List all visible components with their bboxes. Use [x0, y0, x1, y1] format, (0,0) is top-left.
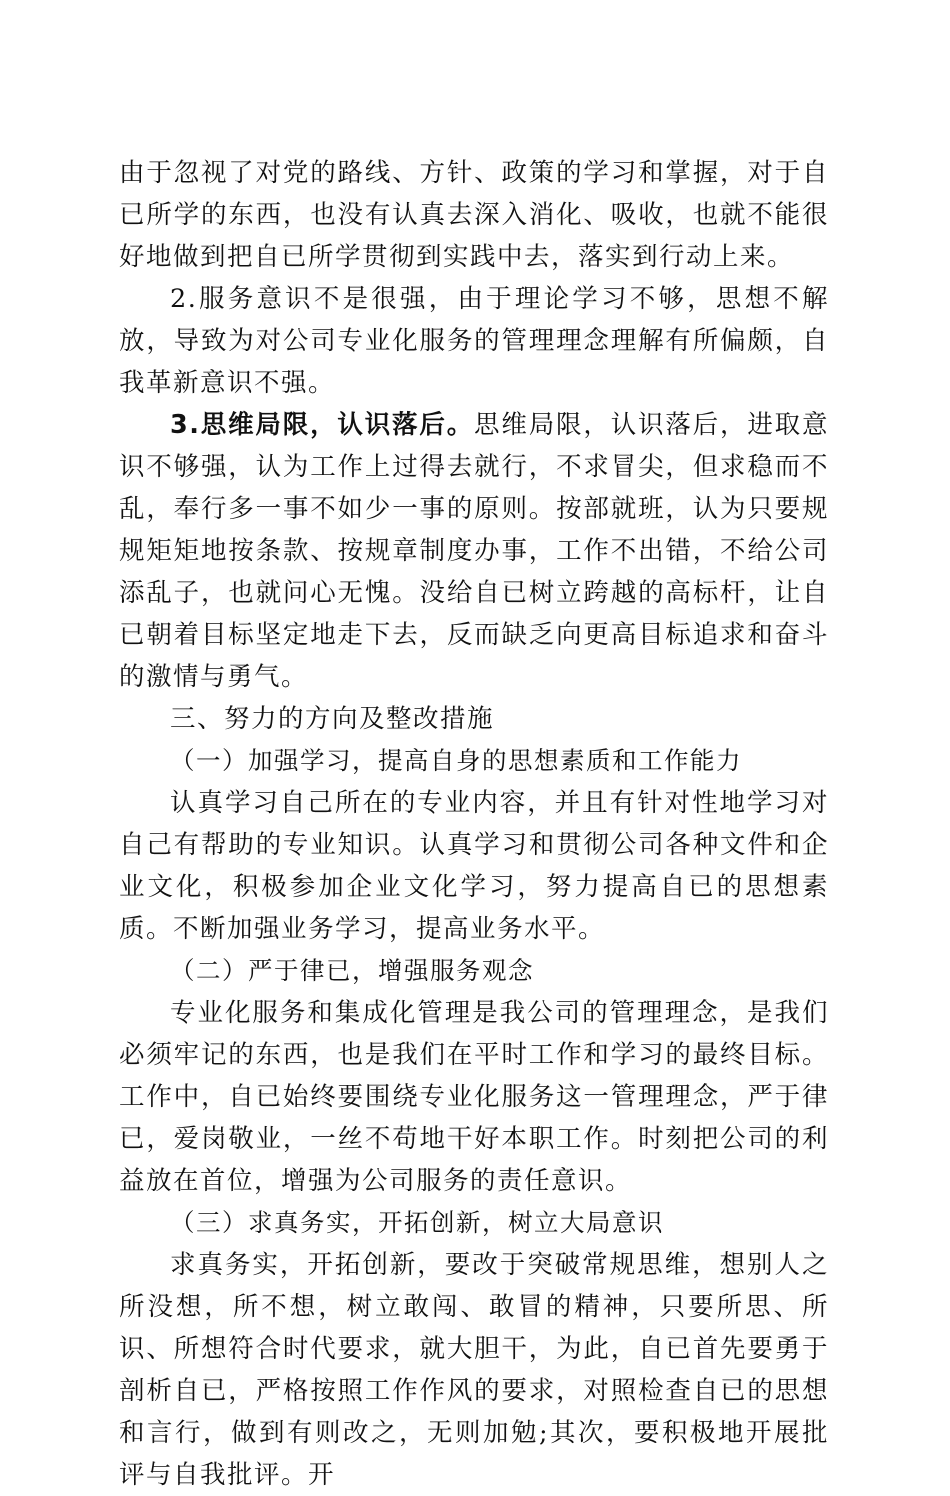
document-body [119, 152, 829, 1496]
subsection-heading-1: （一）加强学习，提高自身的思想素质和工作能力 [170, 746, 742, 775]
list-item-3-body: 思维局限，认识落后，进取意识不够强，认为工作上过得去就行，不求冒尖，但求稳而不乱，奉行多一事不如少一事的原则。按部就班，认为只要规规矩矩地按条款、按规章制度办事，工作不出错，不给公司添乱子，也就问心无愧。没给自已树立跨越的高标杆，让自已朝着目标坚定地走下去，反而缺乏向更高目标追求和奋斗的激情与勇气。 [119, 410, 829, 692]
subsection-body-1: 认真学习自己所在的专业内容，并且有针对性地学习对自己有帮助的专业知识。认真学习和贯彻公司各种文件和企业文化，积极参加企业文化学习，努力提高自已的思想素质。不断加强业务学习，提高业务水平。 [119, 788, 829, 944]
subsection-heading-3: （三）求真务实，开拓创新，树立大局意识 [170, 1208, 664, 1237]
list-item-3-title: 3.思维局限，认识落后。 [170, 410, 475, 440]
list-item-2: 2.服务意识不是很强，由于理论学习不够，思想不解放，导致为对公司专业化服务的管理理念理解有所偏颇，自我革新意识不强。 [119, 284, 829, 398]
subsection-body-2: 专业化服务和集成化管理是我公司的管理理念，是我们必须牢记的东西，也是我们在平时工作和学习的最终目标。工作中，自已始终要围绕专业化服务这一管理理念，严于律已，爱岗敬业，一丝不苟地干好本职工作。时刻把公司的利益放在首位，增强为公司服务的责任意识。 [119, 998, 829, 1196]
list-item-3 [119, 404, 829, 698]
subsection-heading-2: （二）严于律已，增强服务观念 [170, 956, 534, 985]
paragraph-continuation: 由于忽视了对党的路线、方针、政策的学习和掌握，对于自已所学的东西，也没有认真去深入消化、吸收，也就不能很好地做到把自已所学贯彻到实践中去，落实到行动上来。 [119, 158, 829, 272]
subsection-body-3: 求真务实，开拓创新，要改于突破常规思维，想别人之所没想，所不想，树立敢闯、敢冒的精神，只要所思、所识、所想符合时代要求，就大胆干，为此，自已首先要勇于剖析自已，严格按照工作作风的要求，对照检查自已的思想和言行，做到有则改之，无则加勉;其次，要积极地开展批评与自我批评。开 [119, 1250, 829, 1490]
section-heading-3: 三、努力的方向及整改措施 [170, 704, 495, 734]
